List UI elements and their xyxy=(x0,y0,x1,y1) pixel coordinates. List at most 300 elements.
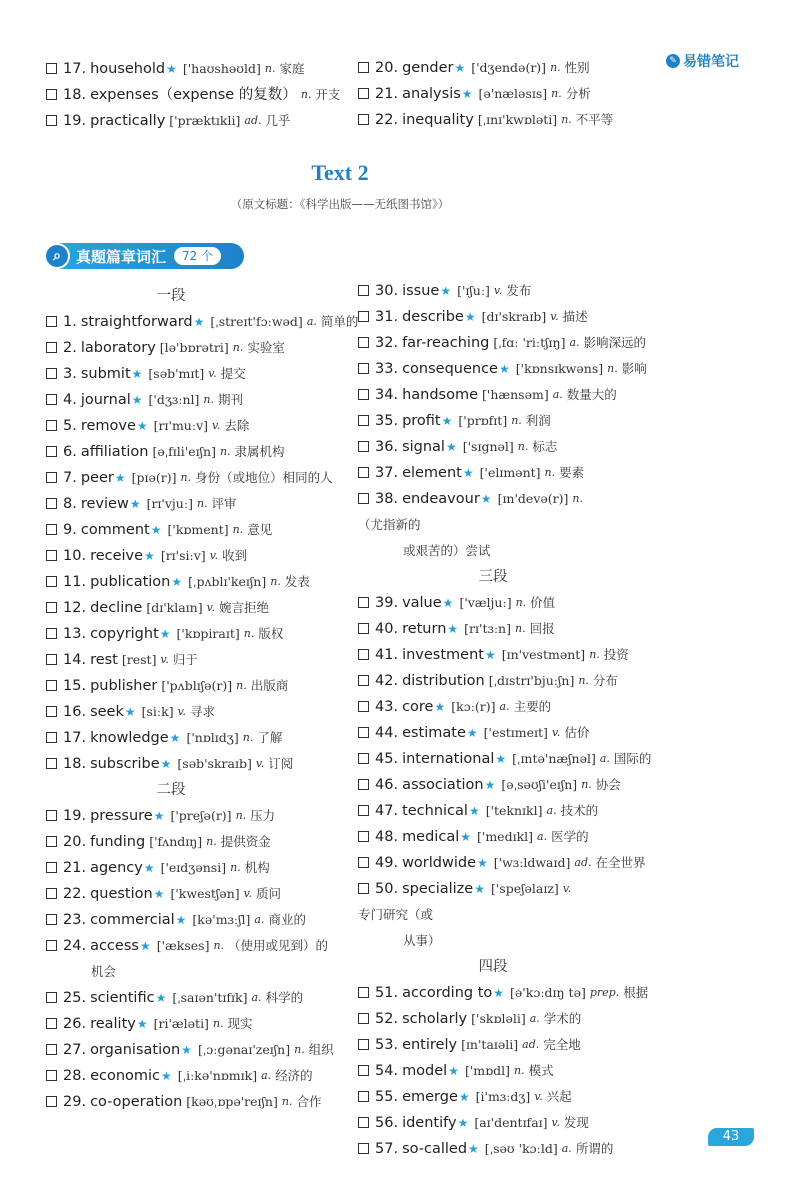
star-icon: ★ xyxy=(445,440,457,454)
entry-definition: 现实 xyxy=(227,1016,253,1031)
brand-label xyxy=(666,51,739,71)
checkbox-icon[interactable] xyxy=(358,649,369,660)
entry-definition: 技术的 xyxy=(560,803,599,818)
entry-phonetic: [i'mɜːdʒ] xyxy=(475,1089,531,1104)
entry-definition: 数量大的 xyxy=(566,387,617,402)
star-icon: ★ xyxy=(124,705,136,719)
entry-number: 16. xyxy=(63,704,87,720)
entry-word: receive xyxy=(90,548,144,564)
entry-phonetic: ['elɪmənt] xyxy=(479,465,541,480)
entry-phonetic: [ˌɪnɪ'kwɒləti] xyxy=(477,112,558,127)
entry-phonetic: [ˌsəʊ 'kɔːld] xyxy=(484,1141,558,1156)
entry-definition: 描述 xyxy=(562,309,588,324)
entry-number: 15. xyxy=(63,678,87,694)
checkbox-icon[interactable] xyxy=(46,63,57,74)
checkbox-icon[interactable] xyxy=(358,1065,369,1076)
checkbox-icon[interactable] xyxy=(46,914,57,925)
checkbox-icon[interactable] xyxy=(46,732,57,743)
entry-number: 2. xyxy=(63,340,77,356)
entry-part-of-speech: v. xyxy=(208,367,217,380)
entry-phonetic: [ˌsaɪən'tɪfɪk] xyxy=(172,990,248,1005)
entry-definition: 实验室 xyxy=(247,340,285,355)
entry-number: 21. xyxy=(63,860,87,876)
entry-definition: 订阅 xyxy=(268,756,294,771)
checkbox-icon[interactable] xyxy=(46,628,57,639)
vocab-entry xyxy=(358,330,651,356)
entry-word: value xyxy=(402,595,442,611)
entry-number: 36. xyxy=(375,439,399,455)
entry-phonetic: ['pʌblɪʃə(r)] xyxy=(161,678,233,693)
entry-number: 31. xyxy=(375,309,399,325)
entry-phonetic: ['dʒendə(r)] xyxy=(471,60,547,75)
vocab-entry xyxy=(46,829,358,855)
entry-part-of-speech: n. xyxy=(515,596,527,609)
star-icon: ★ xyxy=(442,596,454,610)
entry-word: inequality xyxy=(402,112,474,128)
checkbox-icon[interactable] xyxy=(358,701,369,712)
star-icon: ★ xyxy=(136,1017,148,1031)
vocab-entry xyxy=(46,751,358,777)
entry-definition-continued: 从事） xyxy=(403,933,441,948)
entry-number: 7. xyxy=(63,470,77,486)
entry-number: 20. xyxy=(63,834,87,850)
entry-word: review xyxy=(80,496,129,512)
entry-part-of-speech: n. xyxy=(511,414,522,427)
star-icon: ★ xyxy=(440,284,452,298)
entry-number: 40. xyxy=(375,621,399,637)
checkbox-icon[interactable] xyxy=(46,524,57,535)
entry-part-of-speech: a. xyxy=(546,804,557,817)
entry-definition: 婉言拒绝 xyxy=(219,600,270,615)
checkbox-icon[interactable] xyxy=(46,1044,57,1055)
entry-phonetic: ['præktɪkli] xyxy=(169,113,241,128)
entry-part-of-speech: n. xyxy=(572,492,583,505)
entry-phonetic: [ə'kɔːdɪŋ tə] xyxy=(510,985,586,1000)
entry-word: publication xyxy=(90,574,171,590)
entry-definition: 不平等 xyxy=(575,112,614,127)
entry-phonetic: [səb'skraɪb] xyxy=(177,756,252,771)
checkbox-icon[interactable] xyxy=(46,498,57,509)
vocab-entry xyxy=(46,543,358,569)
entry-word: journal xyxy=(80,392,131,408)
checkbox-icon[interactable] xyxy=(358,727,369,738)
top-right-list xyxy=(358,55,613,133)
entry-part-of-speech: a. xyxy=(261,1069,272,1082)
entry-phonetic: [kə'mɜːʃl] xyxy=(192,912,251,927)
star-icon: ★ xyxy=(454,61,466,75)
entry-definition: 要素 xyxy=(559,465,585,480)
entry-part-of-speech: n. xyxy=(544,466,556,479)
entry-word: practically xyxy=(90,113,166,129)
checkbox-icon[interactable] xyxy=(358,363,369,374)
star-icon: ★ xyxy=(129,497,141,511)
entry-part-of-speech: a. xyxy=(499,700,510,713)
checkbox-icon[interactable] xyxy=(46,654,57,665)
entry-phonetic: ['kwestʃən] xyxy=(170,886,240,901)
checkbox-icon[interactable] xyxy=(358,441,369,452)
section-heading: 四段 xyxy=(478,959,508,975)
entry-number: 52. xyxy=(375,1011,399,1027)
entry-word: household xyxy=(90,61,166,77)
checkbox-icon[interactable] xyxy=(358,805,369,816)
checkbox-icon[interactable] xyxy=(46,992,57,1003)
entry-word: profit xyxy=(402,413,441,429)
entry-part-of-speech: ad. xyxy=(244,114,262,127)
entry-word: entirely xyxy=(402,1037,458,1053)
entry-definition: 投资 xyxy=(603,647,629,662)
checkbox-icon[interactable] xyxy=(46,940,57,951)
vocab-entry xyxy=(46,725,358,751)
checkbox-icon[interactable] xyxy=(46,888,57,899)
checkbox-icon[interactable] xyxy=(46,1096,57,1107)
checkbox-icon[interactable] xyxy=(358,857,369,868)
entry-definition: 提交 xyxy=(220,366,246,381)
vocab-entry xyxy=(358,694,651,720)
checkbox-icon[interactable] xyxy=(358,597,369,608)
entry-definition-continued: 或艰苦的）尝试 xyxy=(403,543,491,558)
page-number: 43 xyxy=(708,1128,754,1146)
entry-word: expenses（expense 的复数） xyxy=(90,87,297,103)
star-icon: ★ xyxy=(498,362,510,376)
entry-word: signal xyxy=(402,439,445,455)
entry-definition: 机构 xyxy=(244,860,270,875)
entry-part-of-speech: v. xyxy=(562,882,572,895)
star-icon: ★ xyxy=(155,991,167,1005)
entry-phonetic: ['sɪgnəl] xyxy=(462,439,514,454)
entry-phonetic: [ɪn'devə(r)] xyxy=(497,491,569,506)
entry-definition: 提供资金 xyxy=(220,834,271,849)
vocab-entry xyxy=(46,491,358,517)
vocab-entry xyxy=(46,1063,358,1089)
star-icon: ★ xyxy=(441,414,453,428)
entry-part-of-speech: n. xyxy=(561,113,572,126)
vocab-entry xyxy=(358,1110,651,1136)
checkbox-icon[interactable] xyxy=(46,680,57,691)
entry-part-of-speech: ad. xyxy=(522,1038,540,1051)
entry-number: 18. xyxy=(63,87,87,103)
entry-phonetic: [rɪ'vjuː] xyxy=(146,496,193,511)
entry-number: 19. xyxy=(63,808,87,824)
entry-definition: 版权 xyxy=(258,626,284,641)
entry-phonetic: ['dʒɜːnl] xyxy=(148,392,200,407)
vocab-entry xyxy=(358,304,651,330)
entry-number: 21. xyxy=(375,86,399,102)
entry-number: 17. xyxy=(63,61,87,77)
entry-definition: 经济的 xyxy=(275,1068,313,1083)
checkbox-icon[interactable] xyxy=(358,62,369,73)
checkbox-icon[interactable] xyxy=(46,602,57,613)
checkbox-icon[interactable] xyxy=(358,831,369,842)
vocab-entry xyxy=(46,569,358,595)
entry-part-of-speech: n. xyxy=(550,61,561,74)
checkbox-icon[interactable] xyxy=(358,1039,369,1050)
entry-part-of-speech: v. xyxy=(212,419,221,432)
vocab-entry xyxy=(46,517,358,543)
checkbox-icon[interactable] xyxy=(358,88,369,99)
vocab-entry xyxy=(358,720,651,746)
entry-definition: 在全世界 xyxy=(595,855,646,870)
checkbox-icon[interactable] xyxy=(46,446,57,457)
entry-definition: 分布 xyxy=(592,673,618,688)
vocab-banner xyxy=(48,243,244,269)
vocab-entry xyxy=(358,876,648,954)
entry-phonetic: ['nɒlɪdʒ] xyxy=(186,730,239,745)
section-heading: 三段 xyxy=(478,569,508,585)
checkbox-icon[interactable] xyxy=(46,472,57,483)
star-icon: ★ xyxy=(462,466,474,480)
entry-word: commercial xyxy=(90,912,175,928)
entry-number: 20. xyxy=(375,60,399,76)
checkbox-icon[interactable] xyxy=(358,337,369,348)
vocab-entry xyxy=(358,55,613,81)
entry-phonetic: ['eɪdʒənsi] xyxy=(160,860,227,875)
entry-part-of-speech: n. xyxy=(219,445,231,458)
checkbox-icon[interactable] xyxy=(358,623,369,634)
star-icon: ★ xyxy=(468,804,480,818)
entry-number: 54. xyxy=(375,1063,399,1079)
checkbox-icon[interactable] xyxy=(358,1117,369,1128)
entry-word: analysis xyxy=(402,86,461,102)
entry-word: describe xyxy=(402,309,464,325)
checkbox-icon[interactable] xyxy=(358,389,369,400)
checkbox-icon[interactable] xyxy=(46,836,57,847)
vocab-banner-label: 真题篇章词汇 xyxy=(76,247,167,266)
entry-definition: 发布 xyxy=(506,283,532,298)
checkbox-icon[interactable] xyxy=(358,114,369,125)
checkbox-icon[interactable] xyxy=(358,1013,369,1024)
entry-word: so-called xyxy=(402,1141,468,1157)
checkbox-icon[interactable] xyxy=(358,883,369,894)
entry-word: affiliation xyxy=(80,444,149,460)
entry-phonetic: [səb'mɪt] xyxy=(148,366,205,381)
entry-definition: 影响 xyxy=(621,361,647,376)
entry-definition: 影响深远的 xyxy=(583,335,647,350)
checkbox-icon[interactable] xyxy=(358,753,369,764)
checkbox-icon[interactable] xyxy=(46,394,57,405)
entry-number: 9. xyxy=(63,522,77,538)
checkbox-icon[interactable] xyxy=(46,1070,57,1081)
checkbox-icon[interactable] xyxy=(358,1143,369,1154)
entry-part-of-speech: n. xyxy=(581,778,592,791)
entry-part-of-speech: v. xyxy=(255,757,265,770)
checkbox-icon[interactable] xyxy=(358,285,369,296)
vocab-entry xyxy=(358,1006,651,1032)
entry-number: 28. xyxy=(63,1068,87,1084)
entry-phonetic: [lə'bɒrətri] xyxy=(159,340,229,355)
entry-number: 14. xyxy=(63,652,87,668)
entry-number: 12. xyxy=(63,600,87,616)
checkbox-icon[interactable] xyxy=(46,420,57,431)
checkbox-icon[interactable] xyxy=(358,779,369,790)
entry-phonetic: [ˌpʌblɪ'keɪʃn] xyxy=(188,574,267,589)
entry-definition: 开支 xyxy=(315,87,341,102)
entry-definition: 科学的 xyxy=(265,990,304,1005)
entry-word: identify xyxy=(402,1115,457,1131)
brand-logo-icon: ✎ xyxy=(666,54,680,68)
checkbox-icon[interactable] xyxy=(358,415,369,426)
checkbox-icon[interactable] xyxy=(46,342,57,353)
entry-word: access xyxy=(90,938,139,954)
entry-part-of-speech: n. xyxy=(270,575,281,588)
entry-number: 10. xyxy=(63,548,87,564)
vocab-entry xyxy=(358,1136,651,1162)
entry-phonetic: ['kɒpiraɪt] xyxy=(176,626,240,641)
vocab-entry xyxy=(358,642,651,668)
checkbox-icon[interactable] xyxy=(46,115,57,126)
left-vocab-column xyxy=(46,283,358,1115)
entry-part-of-speech: v. xyxy=(534,1090,543,1103)
entry-definition: 国际的 xyxy=(613,751,652,766)
entry-word: agency xyxy=(90,860,143,876)
entry-word: peer xyxy=(80,470,114,486)
entry-definition: 专门研究（或 xyxy=(358,907,434,922)
entry-part-of-speech: a. xyxy=(561,1142,572,1155)
entry-definition: 发表 xyxy=(284,574,310,589)
entry-word: funding xyxy=(90,834,146,850)
checkbox-icon[interactable] xyxy=(358,987,369,998)
checkbox-icon[interactable] xyxy=(46,576,57,587)
vocab-entry xyxy=(46,413,358,439)
entry-word: emerge xyxy=(402,1089,458,1105)
entry-number: 13. xyxy=(63,626,87,642)
checkbox-icon[interactable] xyxy=(46,368,57,379)
checkbox-icon[interactable] xyxy=(46,810,57,821)
entry-word: far-reaching xyxy=(402,335,490,351)
entry-word: medical xyxy=(402,829,460,845)
entry-phonetic: ['estɪmeɪt] xyxy=(483,725,548,740)
entry-phonetic: ['ækses] xyxy=(156,938,210,953)
vocab-entry xyxy=(358,824,651,850)
vocab-entry xyxy=(46,621,358,647)
entry-number: 1. xyxy=(63,314,77,330)
checkbox-icon[interactable] xyxy=(46,706,57,717)
vocab-entry xyxy=(358,850,651,876)
entry-number: 47. xyxy=(375,803,399,819)
entry-part-of-speech: n. xyxy=(294,1043,305,1056)
entry-part-of-speech: v. xyxy=(177,705,186,718)
star-icon: ★ xyxy=(136,419,148,433)
vocab-entry xyxy=(46,1011,358,1037)
entry-phonetic: [dɪ'klaɪn] xyxy=(146,600,203,615)
star-icon: ★ xyxy=(171,575,183,589)
entry-phonetic: [rɪ'tɜːn] xyxy=(464,621,511,636)
star-icon: ★ xyxy=(493,986,505,1000)
entry-word: specialize xyxy=(402,881,474,897)
entry-definition: 学术的 xyxy=(543,1011,582,1026)
vocab-entry xyxy=(358,408,651,434)
vocab-entry xyxy=(358,980,651,1006)
entry-definition: 商业的 xyxy=(268,912,306,927)
entry-word: submit xyxy=(80,366,131,382)
entry-phonetic: [aɪ'dentɪfaɪ] xyxy=(474,1115,548,1130)
star-icon: ★ xyxy=(447,622,459,636)
checkbox-icon[interactable] xyxy=(358,467,369,478)
entry-definition: 性别 xyxy=(564,60,590,75)
entry-number: 44. xyxy=(375,725,399,741)
vocab-entry xyxy=(358,356,651,382)
star-icon: ★ xyxy=(143,861,155,875)
checkbox-icon[interactable] xyxy=(46,1018,57,1029)
checkbox-icon[interactable] xyxy=(46,758,57,769)
checkbox-icon[interactable] xyxy=(46,89,57,100)
entry-definition: 收到 xyxy=(222,548,248,563)
entry-number: 22. xyxy=(375,112,399,128)
entry-word: estimate xyxy=(402,725,466,741)
entry-number: 11. xyxy=(63,574,87,590)
entry-definition: 协会 xyxy=(595,777,621,792)
entry-part-of-speech: n. xyxy=(196,497,208,510)
checkbox-icon[interactable] xyxy=(46,550,57,561)
top-left-list xyxy=(46,56,340,134)
checkbox-icon[interactable] xyxy=(358,1091,369,1102)
vocab-entry xyxy=(358,382,651,408)
entry-definition: 评审 xyxy=(211,496,237,511)
star-icon: ★ xyxy=(181,1043,192,1057)
entry-part-of-speech: n. xyxy=(514,1064,525,1077)
checkbox-icon[interactable] xyxy=(358,311,369,322)
entry-part-of-speech: n. xyxy=(232,523,244,536)
entry-phonetic: ['væljuː] xyxy=(459,595,512,610)
vocab-entry xyxy=(46,387,358,413)
entry-phonetic: ['kɒnsɪkwəns] xyxy=(515,361,604,376)
entry-definition: 主要的 xyxy=(513,699,552,714)
vocab-entry xyxy=(358,486,648,564)
entry-definition: 回报 xyxy=(529,621,555,636)
entry-part-of-speech: a. xyxy=(552,388,563,401)
star-icon: ★ xyxy=(166,62,177,76)
vocab-entry xyxy=(358,107,613,133)
checkbox-icon[interactable] xyxy=(46,316,57,327)
checkbox-icon[interactable] xyxy=(358,675,369,686)
entry-number: 4. xyxy=(63,392,77,408)
entry-phonetic: [ˌiːkə'nɒmɪk] xyxy=(177,1068,258,1083)
entry-phonetic: [ˌdɪstrɪ'bjuːʃn] xyxy=(488,673,575,688)
star-icon: ★ xyxy=(139,939,151,953)
checkbox-icon[interactable] xyxy=(46,862,57,873)
text-title: Text 2 xyxy=(311,160,369,185)
right-vocab-column xyxy=(358,278,651,1162)
entry-word: publisher xyxy=(90,678,158,694)
entry-definition: 利润 xyxy=(525,413,551,428)
star-icon: ★ xyxy=(169,731,181,745)
entry-number: 24. xyxy=(63,938,87,954)
entry-word: seek xyxy=(90,704,124,720)
entry-phonetic: [pɪə(r)] xyxy=(131,470,177,485)
entry-number: 53. xyxy=(375,1037,399,1053)
entry-phonetic: ['haʊshəʊld] xyxy=(182,61,261,76)
entry-number: 3. xyxy=(63,366,77,382)
entry-part-of-speech: v. xyxy=(160,653,169,666)
checkbox-icon[interactable] xyxy=(358,493,369,504)
entry-phonetic: [ˌfɑː 'riːtʃɪŋ] xyxy=(493,335,566,350)
brand-text: 易错笔记 xyxy=(683,54,739,70)
entry-definition: 根据 xyxy=(623,985,649,1000)
entry-number: 29. xyxy=(63,1094,87,1110)
search-icon: ⌕ xyxy=(44,243,70,269)
vocab-entry xyxy=(46,1089,358,1115)
star-icon: ★ xyxy=(144,549,155,563)
entry-part-of-speech: n. xyxy=(180,471,192,484)
entry-phonetic: [kɔː(r)] xyxy=(451,699,496,714)
entry-phonetic: ['mɒdl] xyxy=(464,1063,511,1078)
entry-part-of-speech: a. xyxy=(537,830,548,843)
entry-phonetic: [ɪn'taɪəli] xyxy=(461,1037,519,1052)
entry-number: 57. xyxy=(375,1141,399,1157)
entry-word: international xyxy=(402,751,495,767)
entry-number: 51. xyxy=(375,985,399,1001)
star-icon: ★ xyxy=(477,856,488,870)
entry-part-of-speech: n. xyxy=(517,440,529,453)
